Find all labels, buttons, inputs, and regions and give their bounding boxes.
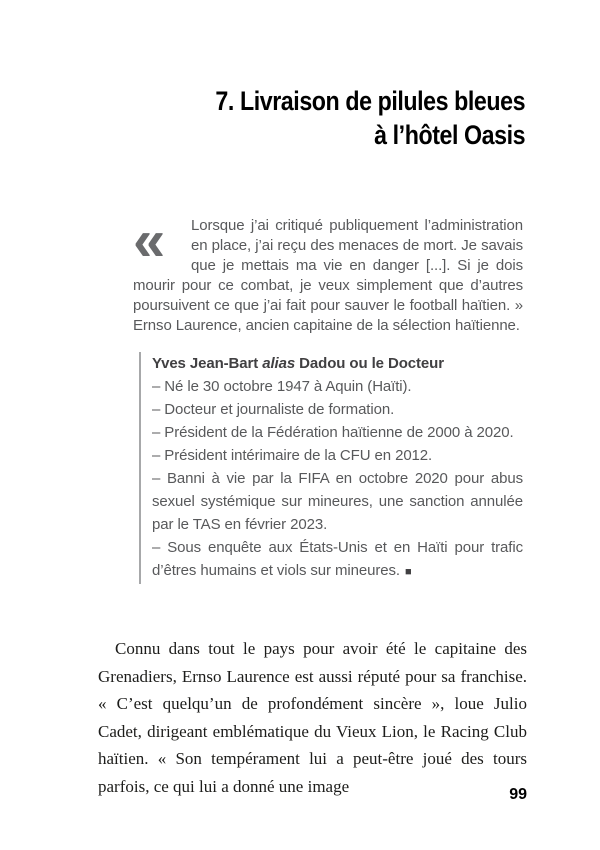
info-item-fifa-ban: – Banni à vie par la FIFA en octobre 2020 pour abus sexuel systémique sur mineures, une sanction annulée par le TAS en février 2023. xyxy=(152,470,523,533)
info-item-federation-presidency: – Président de la Fédération haïtienne de 2000 à 2020. xyxy=(152,424,514,441)
end-square-icon: ■ xyxy=(404,566,412,578)
chapter-title-line-1: 7. Livraison de pilules bleues xyxy=(215,86,525,116)
info-item-profession: – Docteur et journaliste de formation. xyxy=(152,401,395,418)
info-item-birth: – Né le 30 octobre 1947 à Aquin (Haïti). xyxy=(152,378,412,395)
biography-info-box xyxy=(139,352,523,584)
info-item-cfu-presidency: – Président intérimaire de la CFU en 2012. xyxy=(152,447,433,464)
info-item-investigation xyxy=(152,536,523,584)
info-box-heading-alias: alias xyxy=(262,355,296,372)
page-number: 99 xyxy=(509,786,527,803)
chapter-title-line-2: à l’hôtel Oasis xyxy=(374,120,525,150)
info-box-heading xyxy=(152,352,523,375)
opening-guillemet-icon: « xyxy=(133,208,166,273)
pull-quote xyxy=(133,208,523,336)
info-box-heading-nickname: Dadou ou le Docteur xyxy=(295,355,444,372)
info-item-investigation-text: – Sous enquête aux États-Unis et en Haïti pour trafic d’êtres humains et viols sur mineures. xyxy=(152,539,523,579)
body-paragraph: Connu dans tout le pays pour avoir été le capitaine des Grenadiers, Ernso Laurence est aussi réputé pour sa franchise. « C’est quelqu’un de profondément sincère », loue Julio Cadet, dirigeant emblématique du Vieux Lion, le Racing Club haïtien. « Son tempérament lui a peut-être joué des tours parfois, ce qui lui a donné une image xyxy=(98,639,527,796)
pull-quote-text: Lorsque j’ai critiqué publiquement l’administration en place, j’ai reçu des menaces de mort. Je savais que je mettais ma vie en danger [...]. Si je dois mourir pour ce combat, je veux simplement que d’autres poursuivent ce que j’ai fait pour sauver le football haïtien. » Ernso Laurence, ancien capitaine de la sélection haïtienne. xyxy=(133,217,523,334)
info-box-heading-name: Yves Jean-Bart xyxy=(152,355,263,372)
chapter-title xyxy=(215,84,525,152)
